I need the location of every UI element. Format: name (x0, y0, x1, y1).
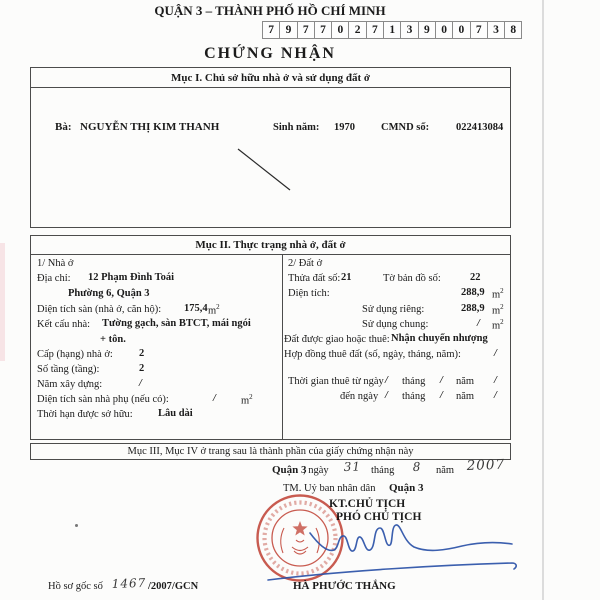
aux-area-unit: $m^2$ (241, 393, 253, 407)
floor-area-unit: $m^2$ (208, 303, 220, 317)
section2-band-title: Mục II. Thực trạng nhà ở, đất ở (195, 239, 346, 251)
lease-contract-label: Hợp đồng thuê đất (số, ngày, tháng, năm): (284, 349, 461, 360)
serial-digit: 7 (297, 21, 315, 39)
lease-contract-value: / (494, 348, 497, 359)
id-number: 022413084 (456, 122, 504, 133)
serial-digit: 7 (470, 21, 488, 39)
signing-day: 31 (343, 459, 362, 475)
floor-area-value: 175,4 (184, 303, 208, 314)
lease-from-month-label: tháng (402, 376, 426, 387)
section3-note: Mục III, Mục IV ở trang sau là thành phần của giấy chứng nhận này (127, 446, 414, 457)
floors-label: Số tầng (tầng): (37, 364, 100, 375)
stamp-star-icon (292, 521, 307, 536)
serial-digit: 0 (331, 21, 349, 39)
tenure-label: Thời hạn được sở hữu: (37, 409, 133, 420)
lease-from-year-label: năm (456, 376, 475, 387)
lease-from-label: Thời gian thuê từ ngày (288, 376, 384, 387)
structure-value-line1: Tường gạch, sàn BTCT, mái ngói (102, 318, 251, 329)
serial-digit: 7 (366, 21, 384, 39)
lease-from-month: / (440, 375, 443, 386)
owner-name: NGUYỄN THỊ KIM THANH (80, 121, 220, 133)
serial-digit: 9 (418, 21, 436, 39)
serial-digit: 8 (504, 21, 522, 39)
section3-band (30, 443, 511, 460)
map-sheet-label: Tờ bản đồ số: (383, 273, 441, 284)
lease-from-day: / (385, 375, 388, 386)
dossier-label: Hồ sơ gốc số (48, 581, 103, 592)
certificate-title: CHỨNG NHẬN (204, 45, 336, 62)
build-year-label: Năm xây dựng: (37, 379, 103, 390)
official-stamp (253, 493, 347, 587)
address-label: Địa chỉ: (37, 273, 71, 284)
serial-digit: 2 (348, 21, 366, 39)
on-behalf-label: TM. Uỷ ban nhân dân (283, 483, 376, 494)
serial-digit: 7 (314, 21, 332, 39)
allocation-value: Nhận chuyển nhượng (391, 333, 488, 344)
lease-to-year: / (494, 390, 497, 401)
serial-digit: 9 (279, 21, 297, 39)
private-use-unit: $m^2$ (492, 303, 504, 317)
lease-to-label: đến ngày (340, 391, 379, 402)
floors-value: 2 (139, 363, 145, 374)
serial-digit: 0 (435, 21, 453, 39)
address-value-line2: Phường 6, Quận 3 (68, 288, 150, 299)
id-label: CMND số: (381, 122, 430, 133)
serial-digit: 3 (487, 21, 505, 39)
serial-digit: 7 (262, 21, 280, 39)
birth-label: Sinh năm: (273, 122, 320, 133)
tenure-value: Lâu dài (158, 408, 193, 419)
aux-area-label: Diện tích sàn nhà phụ (nếu có): (37, 394, 169, 405)
birth-year: 1970 (334, 122, 355, 133)
dossier-suffix: /2007/GCN (148, 581, 199, 592)
shared-use-value: / (477, 318, 480, 329)
section2-band (30, 235, 511, 255)
signing-place: Quận 3 (272, 464, 307, 476)
allocation-label: Đất được giao hoặc thuê: (284, 334, 390, 345)
house-heading: 1/ Nhà ở (37, 258, 74, 269)
column-divider (282, 254, 283, 440)
signing-year: 2007 (466, 456, 506, 475)
lease-from-year: / (494, 375, 497, 386)
private-use-label: Sử dụng riêng: (362, 304, 425, 315)
lease-to-month-label: tháng (402, 391, 426, 402)
serial-digit: 3 (400, 21, 418, 39)
parcel-label: Thửa đất số: (288, 273, 341, 284)
shared-use-label: Sử dụng chung: (362, 319, 429, 330)
shared-use-unit: $m^2$ (492, 318, 504, 332)
signing-date-label2: tháng (371, 465, 395, 476)
parcel-value: 21 (341, 272, 352, 283)
area-label: Diện tích: (288, 288, 330, 299)
signing-date-label1: , ngày (303, 465, 329, 476)
lease-to-month: / (440, 390, 443, 401)
address-value-line1: 12 Phạm Đình Toái (88, 272, 175, 283)
area-value: 288,9 (461, 287, 485, 298)
serial-digit: 0 (452, 21, 470, 39)
map-sheet-value: 22 (470, 272, 481, 283)
grade-label: Cấp (hạng) nhà ở: (37, 349, 113, 360)
lease-to-year-label: năm (456, 391, 475, 402)
floor-area-label: Diện tích sàn (nhà ở, căn hộ): (37, 304, 162, 315)
structure-label: Kết cấu nhà: (37, 319, 91, 330)
signer-title-2: PHÓ CHỦ TỊCH (336, 511, 422, 523)
section1-box (30, 87, 511, 228)
section1-band (30, 67, 511, 88)
section1-band-title: Mục I. Chủ sở hữu nhà ở và sử dụng đất ở (171, 71, 370, 84)
scan-smudge (0, 243, 5, 361)
lease-to-day: / (385, 390, 388, 401)
structure-value-line2: + tôn. (100, 334, 126, 345)
dossier-number: 1467 (111, 575, 147, 592)
owner-prefix: Bà: (55, 121, 72, 133)
grade-value: 2 (139, 348, 145, 359)
land-heading: 2/ Đất ở (288, 258, 323, 269)
page-edge-line (542, 0, 544, 600)
aux-area-value: / (213, 393, 216, 404)
signing-date-label3: năm (436, 465, 455, 476)
build-year-value: / (139, 378, 142, 389)
signer-name: HÀ PHƯỚC THẮNG (293, 580, 396, 592)
region-title: QUẬN 3 – THÀNH PHỐ HỒ CHÍ MINH (154, 3, 386, 18)
serial-digit: 1 (383, 21, 401, 39)
serial-number-boxes (263, 21, 522, 39)
signing-month: 8 (412, 459, 422, 475)
private-use-value: 288,9 (461, 303, 485, 314)
signer-title-1: KT.CHỦ TỊCH (329, 498, 406, 510)
on-behalf-place: Quận 3 (389, 482, 424, 494)
area-unit: $m^2$ (492, 287, 504, 301)
scan-dot (75, 524, 78, 527)
